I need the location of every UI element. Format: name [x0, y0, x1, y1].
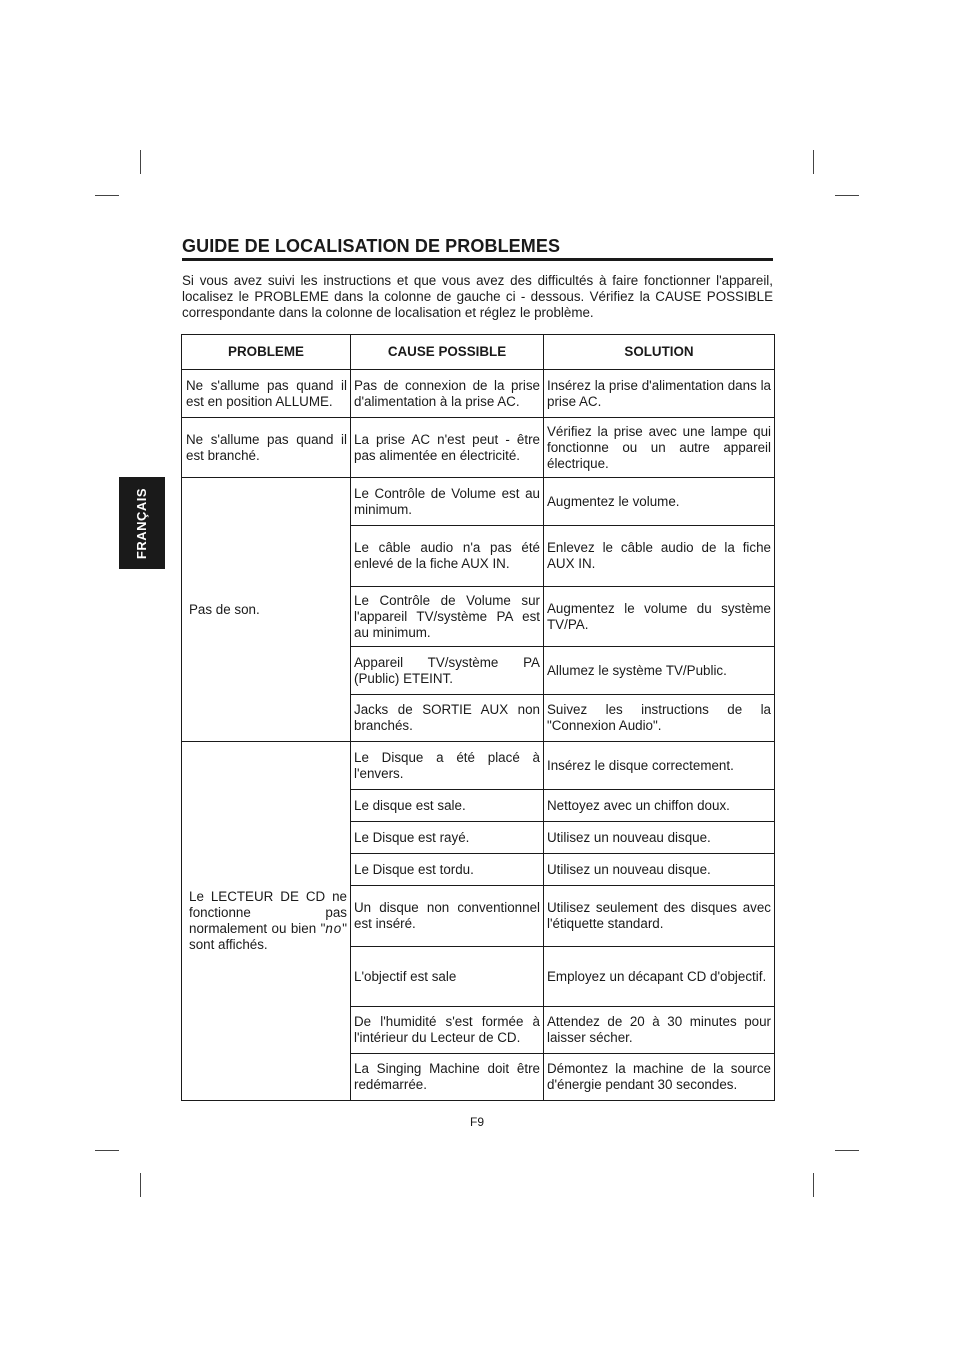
crop-mark [835, 1150, 859, 1151]
solution-cell: Nettoyez avec un chiffon doux. [544, 790, 775, 822]
solution-cell: Utilisez un nouveau disque. [544, 854, 775, 886]
table-row [182, 478, 775, 526]
crop-mark [95, 195, 119, 196]
cause-cell: La Singing Machine doit être redémarrée. [351, 1054, 544, 1101]
crop-mark [835, 195, 859, 196]
cause-cell: Pas de connexion de la prise d'alimentation à la prise AC. [351, 370, 544, 418]
solution-cell: Attendez de 20 à 30 minutes pour laisser sécher. [544, 1007, 775, 1054]
solution-cell: Démontez la machine de la source d'énergie pendant 30 secondes. [544, 1054, 775, 1101]
cause-cell: Le Disque est tordu. [351, 854, 544, 886]
header-cause: CAUSE POSSIBLE [351, 335, 544, 370]
crop-mark [813, 1173, 814, 1197]
troubleshooting-table [181, 334, 775, 1101]
intro-paragraph: Si vous avez suivi les instructions et que vous avez des difficultés à faire fonctionner l'appareil, localisez le PROBLEME dans la colonne de gauche ci - dessous. Vérifiez la CAUSE POSSIBLE correspondante dans la colonne de localisation et réglez le problème. [182, 273, 773, 320]
solution-cell: Insérez le disque correctement. [544, 742, 775, 790]
cause-cell: Le câble audio n'a pas été enlevé de la fiche AUX IN. [351, 526, 544, 587]
language-label: FRANÇAIS [134, 487, 150, 559]
cause-cell: Le disque est sale. [351, 790, 544, 822]
title-underline [182, 258, 773, 261]
problem-cell: Ne s'allume pas quand il est branché. [182, 418, 351, 478]
crop-mark [813, 150, 814, 174]
solution-cell: Employez un décapant CD d'objectif. [544, 947, 775, 1007]
solution-cell: Insérez la prise d'alimentation dans la prise AC. [544, 370, 775, 418]
problem-text-before: Le LECTEUR DE CD ne fonctionne pas normalement ou bien " [189, 889, 347, 936]
crop-mark [95, 1150, 119, 1151]
solution-cell: Allumez le système TV/Public. [544, 647, 775, 695]
solution-cell: Enlevez le câble audio de la fiche AUX IN. [544, 526, 775, 587]
table-row [182, 370, 775, 418]
solution-cell: Vérifiez la prise avec une lampe qui fonctionne ou un autre appareil électrique. [544, 418, 775, 478]
table-header-row [182, 335, 775, 370]
table-row [182, 742, 775, 790]
solution-cell: Augmentez le volume du système TV/PA. [544, 587, 775, 647]
language-side-tab [119, 477, 165, 569]
page-title: GUIDE DE LOCALISATION DE PROBLEMES [182, 236, 561, 256]
cause-cell: Le Disque est rayé. [351, 822, 544, 854]
cause-cell: Un disque non conventionnel est inséré. [351, 886, 544, 947]
problem-cell [182, 742, 351, 1101]
display-code-no: no [325, 921, 343, 936]
cause-cell: Le Contrôle de Volume est au minimum. [351, 478, 544, 526]
cause-cell: Le Disque a été placé à l'envers. [351, 742, 544, 790]
page-number: F9 [470, 1115, 485, 1129]
solution-cell: Utilisez un nouveau disque. [544, 822, 775, 854]
cause-cell: L'objectif est sale [351, 947, 544, 1007]
cause-cell: Appareil TV/système PA (Public) ETEINT. [351, 647, 544, 695]
problem-cell: Pas de son. [182, 478, 351, 742]
table-row [182, 418, 775, 478]
problem-text-after: " sont affichés. [189, 921, 347, 952]
header-problem: PROBLEME [182, 335, 351, 370]
cause-cell: De l'humidité s'est formée à l'intérieur du Lecteur de CD. [351, 1007, 544, 1054]
crop-mark [140, 150, 141, 174]
solution-cell: Utilisez seulement des disques avec l'étiquette standard. [544, 886, 775, 947]
crop-mark [140, 1173, 141, 1197]
header-solution: SOLUTION [544, 335, 775, 370]
solution-cell: Augmentez le volume. [544, 478, 775, 526]
cause-cell: Le Contrôle de Volume sur l'appareil TV/système PA est au minimum. [351, 587, 544, 647]
problem-cell: Ne s'allume pas quand il est en position ALLUME. [182, 370, 351, 418]
cause-cell: La prise AC n'est peut - être pas alimentée en électricité. [351, 418, 544, 478]
solution-cell: Suivez les instructions de la "Connexion Audio". [544, 695, 775, 742]
cause-cell: Jacks de SORTIE AUX non branchés. [351, 695, 544, 742]
